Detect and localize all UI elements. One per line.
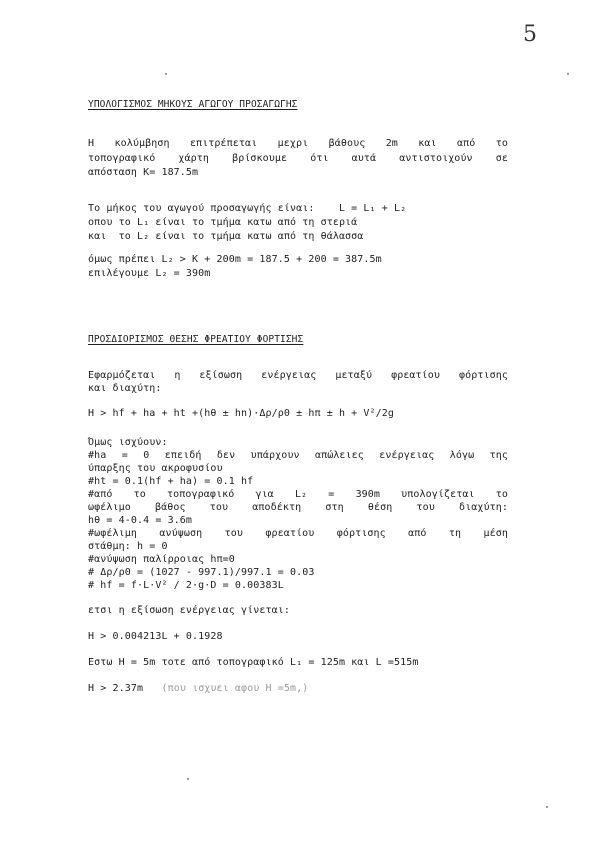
paragraph-line: Η κολύμβηση επιτρέπεται μεχρι βάθους 2m και από το [88, 138, 508, 149]
condition-line: ύπαρξης του ακροφυσίου [88, 463, 223, 474]
paragraph-line: Εφαρμόζεται η εξίσωση ενέργειας μεταξύ φρεατίου φόρτισης [88, 370, 508, 381]
paragraph-line: και το L₂ είναι το τμήμα κατω από τη θάλασσα [88, 231, 364, 242]
condition-line: hθ = 4-0.4 = 3.6m [88, 515, 193, 526]
paragraph-line: απόσταση K= 187.5m [88, 167, 199, 178]
paragraph-line: επιλέγουμε L₂ = 390m [88, 268, 211, 279]
scan-speck [567, 73, 569, 75]
final-result-value: H > 2.37m [88, 683, 144, 694]
scan-speck [187, 778, 189, 780]
section-heading-chamber-position: ΠΡΟΣΔΙΟΡΙΣΜΟΣ ΘΕΣΗΣ ΦΡΕΑΤΙΟΥ ΦΟΡΤΙΣΗΣ [88, 334, 304, 345]
condition-line: ωφέλιμο βάθος του αποδέκτη στη θέση του διαχύτη: [88, 502, 508, 513]
condition-line: στάθμη: h = 0 [88, 541, 168, 552]
condition-line: #ht = 0.1(hf + ha) = 0.1 hf [88, 476, 254, 487]
result-equation: H > 0.004213L + 0.1928 [88, 631, 223, 642]
condition-line: # Δρ/ρ0 = (1027 - 997.1)/997.1 = 0.03 [88, 567, 315, 578]
scan-speck [165, 73, 167, 75]
condition-line: #ωφέλιμη ανύψωση του φρεατίου φόρτισης από τη μέση [88, 528, 508, 539]
condition-line: #ha = 0 επειδή δεν υπάρχουν απώλειες ενέργειας λόγω της [88, 450, 508, 461]
section-heading-pipe-length: ΥΠΟΛΟΓΙΣΜΟΣ ΜΗΚΟΥΣ ΑΓΩΓΟΥ ΠΡΟΣΑΓΩΓΗΣ [88, 99, 298, 110]
paragraph-line: όμως πρέπει L₂ > K + 200m = 187.5 + 200 = 387.5m [88, 254, 382, 265]
energy-equation: H > hf + ha + ht +(hθ ± hn)·Δρ/ρ0 ± hπ ± h + V²/2g [88, 408, 395, 419]
paragraph-line: ετσι η εξίσωση ενέργειας γίνεται: [88, 605, 290, 616]
condition-line: # hf = f·L·V² / 2·g·D = 0.00383L [88, 580, 284, 591]
scan-speck [546, 806, 548, 808]
final-result [88, 682, 308, 695]
paragraph-line: Όμως ισχύουν: [88, 437, 168, 448]
condition-line: #ανύψωση παλίρροιας hπ=0 [88, 554, 235, 565]
condition-line: #από το τοπογραφικό για L₂ = 390m υπολογίζεται το [88, 489, 508, 500]
paragraph-line: Εστω H = 5m τοτε από τοπογραφικό L₁ = 125m και L =515m [88, 657, 419, 668]
paragraph-line: Το μήκος του αγωγού προσαγωγής είναι: L = L₁ + L₂ [88, 203, 407, 214]
final-result-note: (που ισχυει αφου H =5m,) [161, 683, 309, 694]
paragraph-line: και διαχύτη: [88, 383, 162, 394]
paragraph-line: τοπογραφικό χάρτη βρίσκουμε ότι αυτά αντιστοιχούν σε [88, 153, 508, 164]
paragraph-line: οπου το L₁ είναι το τμήμα κατω από τη στεριά [88, 217, 358, 228]
page-number: 5 [523, 22, 537, 47]
